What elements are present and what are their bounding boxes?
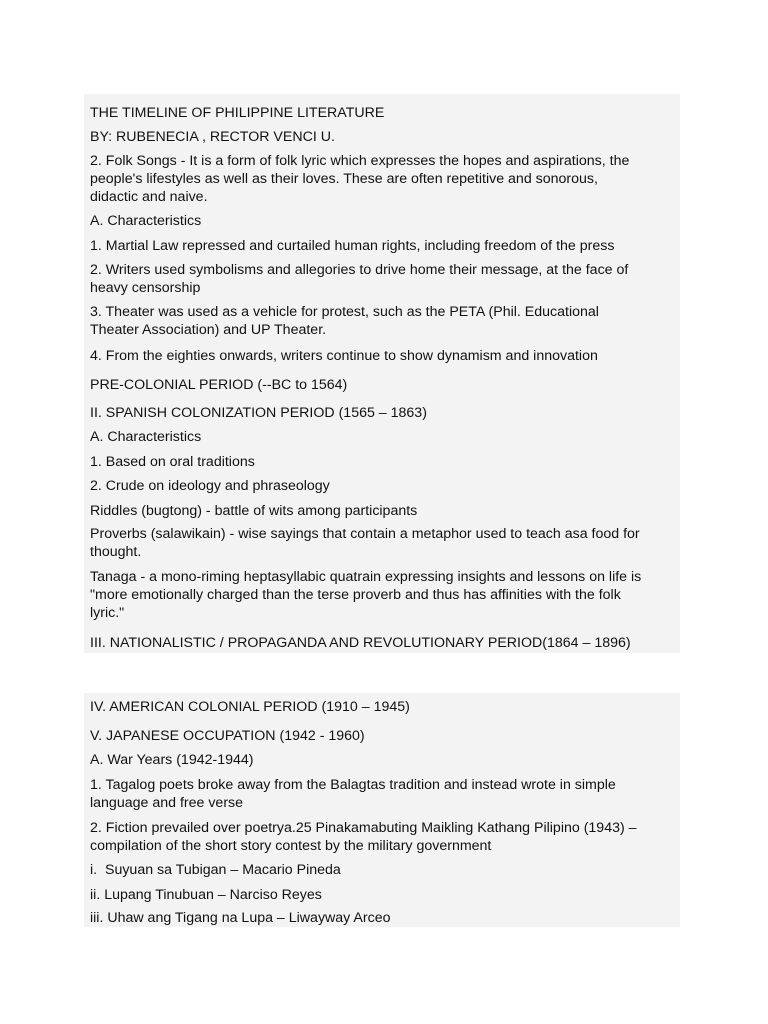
paragraph-top-13: Riddles (bugtong) - battle of wits among participants bbox=[90, 503, 418, 519]
paragraph-bottom-3: 1. Tagalog poets broke away from the Balagtas tradition and instead wrote in simple language and free verse bbox=[90, 777, 616, 811]
paragraph-top-10: A. Characteristics bbox=[90, 429, 202, 445]
text-block-bottom bbox=[84, 693, 680, 927]
paragraph-top-8: PRE-COLONIAL PERIOD (--BC to 1564) bbox=[90, 377, 348, 393]
paragraph-top-6: 3. Theater was used as a vehicle for protest, such as the PETA (Phil. Educational Theater Association) and UP Theater. bbox=[90, 304, 599, 338]
paragraph-top-12: 2. Crude on ideology and phraseology bbox=[90, 478, 330, 494]
paragraph-bottom-1: V. JAPANESE OCCUPATION (1942 - 1960) bbox=[90, 728, 365, 744]
paragraph-top-15: Tanaga - a mono-riming heptasyllabic quatrain expressing insights and lessons on life is "more emotionally charged than the terse proverb and thus has affinities with the folk lyric." bbox=[90, 569, 642, 621]
paragraph-bottom-7: iii. Uhaw ang Tigang na Lupa – Liwayway Arceo bbox=[90, 910, 391, 926]
paragraph-top-0: THE TIMELINE OF PHILIPPINE LITERATURE bbox=[90, 105, 385, 121]
paragraph-top-14: Proverbs (salawikain) - wise sayings that contain a metaphor used to teach asa food for thought. bbox=[90, 526, 640, 560]
paragraph-bottom-0: IV. AMERICAN COLONIAL PERIOD (1910 – 1945) bbox=[90, 699, 410, 715]
paragraph-top-4: 1. Martial Law repressed and curtailed human rights, including freedom of the press bbox=[90, 238, 615, 254]
paragraph-top-16: III. NATIONALISTIC / PROPAGANDA AND REVOLUTIONARY PERIOD(1864 – 1896) bbox=[90, 635, 631, 651]
paragraph-top-1: BY: RUBENECIA , RECTOR VENCI U. bbox=[90, 129, 335, 145]
paragraph-bottom-4: 2. Fiction prevailed over poetrya.25 Pinakamabuting Maikling Kathang Pilipino (1943) – compilation of the short story contest by the military government bbox=[90, 820, 637, 854]
paragraph-top-5: 2. Writers used symbolisms and allegories to drive home their message, at the face of heavy censorship bbox=[90, 262, 629, 296]
paragraph-top-2: 2. Folk Songs - It is a form of folk lyric which expresses the hopes and aspirations, the people's lifestyles as well as their loves. These are often repetitive and sonorous, didactic and naive. bbox=[90, 153, 630, 205]
text-block-top bbox=[84, 94, 680, 653]
paragraph-top-7: 4. From the eighties onwards, writers continue to show dynamism and innovation bbox=[90, 348, 598, 364]
paragraph-top-11: 1. Based on oral traditions bbox=[90, 454, 255, 470]
paragraph-top-3: A. Characteristics bbox=[90, 213, 202, 229]
paragraph-bottom-2: A. War Years (1942-1944) bbox=[90, 752, 254, 768]
paragraph-bottom-5: i. Suyuan sa Tubigan – Macario Pineda bbox=[90, 862, 341, 878]
paragraph-bottom-6: ii. Lupang Tinubuan – Narciso Reyes bbox=[90, 887, 322, 903]
paragraph-top-9: II. SPANISH COLONIZATION PERIOD (1565 – 1863) bbox=[90, 405, 427, 421]
